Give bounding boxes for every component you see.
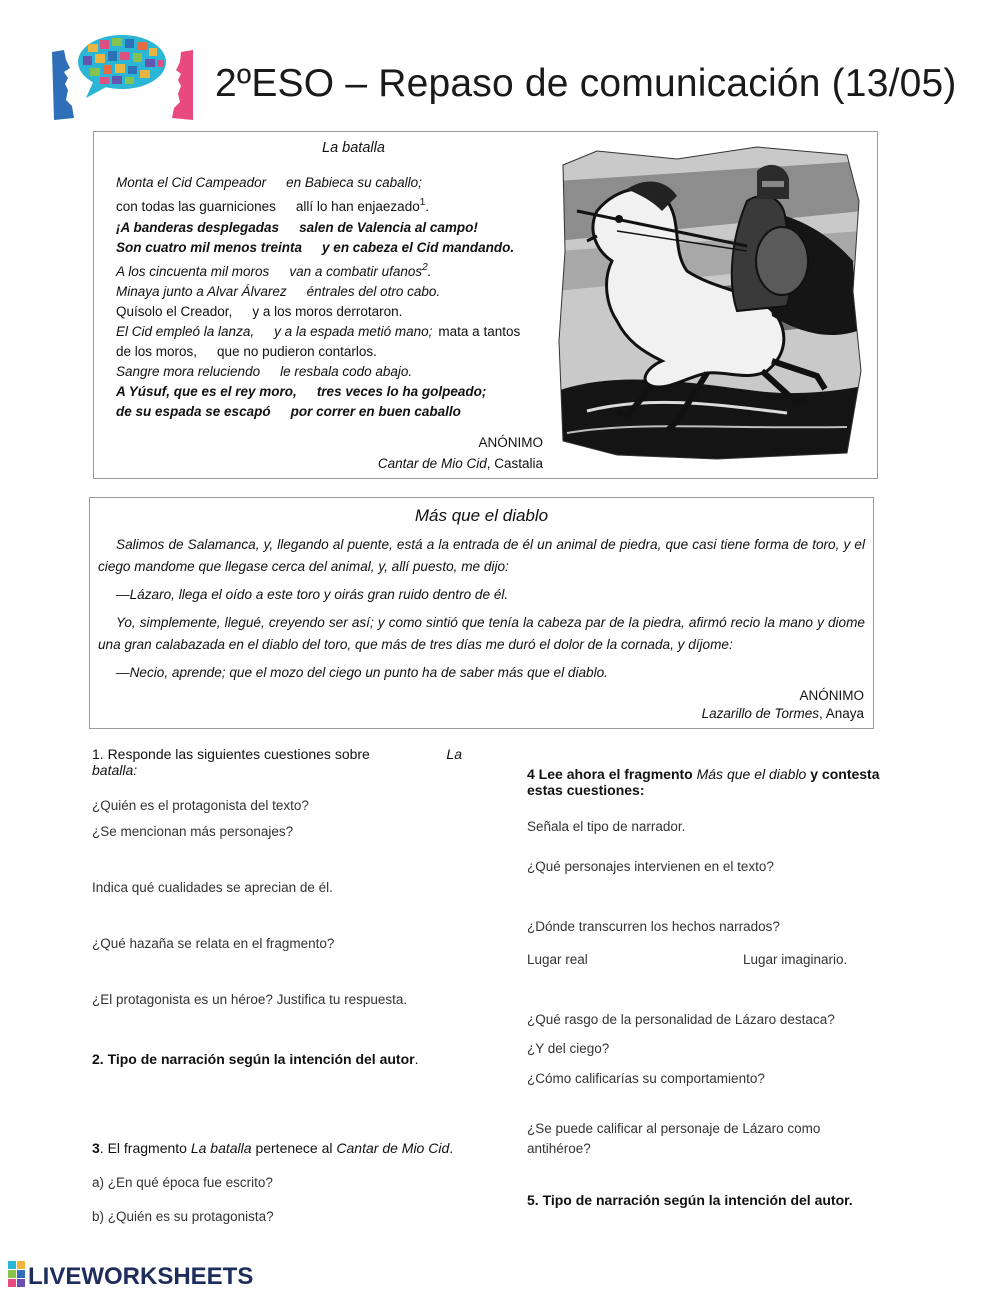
lazarillo-paragraph: Salimos de Salamanca, y, llegando al puente, está a la entrada de él un animal de piedra, que casi tiene forma de toro, y el ciego mandome que llegase cerca del animal, y, allí puesto, me dijo: xyxy=(98,537,865,574)
option-imaginary-place: Lugar imaginario. xyxy=(743,952,848,967)
option-real-place: Lugar real xyxy=(527,952,588,967)
liveworksheets-logo xyxy=(8,1259,278,1289)
lazarillo-author: ANÓNIMO xyxy=(799,688,864,703)
question-1-heading: 1. Responde las siguientes cuestiones sobre La batalla: xyxy=(92,746,462,778)
poem-box xyxy=(93,131,878,479)
brand-text: LIVEWORKSHEETS xyxy=(28,1263,254,1289)
poem-author: ANÓNIMO xyxy=(478,435,543,450)
question-item: ¿Qué hazaña se relata en el fragmento? xyxy=(92,936,335,951)
poem-line: con todas las guarniciones allí lo han enjaezado$^1$. xyxy=(116,197,430,214)
question-item: ¿Quién es el protagonista del texto? xyxy=(92,798,309,813)
question-item: ¿El protagonista es un héroe? Justifica tu respuesta. xyxy=(92,992,408,1007)
lazarillo-paragraph: Yo, simplemente, llegué, creyendo ser así; y como sintió que tenía la cabeza par de la piedra, afirmó recio la mano y diome una gran calabazada en el diablo del toro, que más de tres días me duró el dolor de la cornada, y díjome: xyxy=(98,615,865,652)
poem-line: El Cid empleó la lanza, y a la espada metió mano; mata a tantos xyxy=(116,324,521,339)
question-item: ¿Se mencionan más personajes? xyxy=(92,824,294,839)
question-item: a) ¿En qué época fue escrito? xyxy=(92,1175,273,1190)
page-title: 2ºESO – Repaso de comunicación (13/05) xyxy=(215,62,957,105)
lazarillo-box xyxy=(89,497,874,729)
question-4-heading: 4 Lee ahora el fragmento Más que el diablo y contesta estas cuestiones: xyxy=(527,766,880,798)
poem-line: A los cincuenta mil moros van a combatir ufanos$^2$. xyxy=(116,262,432,279)
poem-source: Cantar de Mio Cid, Castalia xyxy=(377,456,543,471)
question-item: Señala el tipo de narrador. xyxy=(527,819,686,834)
question-item: ¿Se puede calificar al personaje de Lázaro como xyxy=(527,1121,821,1136)
question-item: antihéroe? xyxy=(527,1141,591,1156)
poem-line: Quísolo el Creador, y a los moros derrotaron. xyxy=(116,304,403,319)
poem-line: Son cuatro mil menos treinta y en cabeza el Cid mandando. xyxy=(116,240,515,255)
question-2-heading: 2. Tipo de narración según la intención del autor. xyxy=(92,1051,419,1067)
poem-line: ¡A banderas desplegadas salen de Valencia al campo! xyxy=(116,220,478,235)
question-item: ¿Qué rasgo de la personalidad de Lázaro destaca? xyxy=(527,1012,835,1027)
lazarillo-title: Más que el diablo xyxy=(414,506,549,525)
question-item: ¿Dónde transcurren los hechos narrados? xyxy=(527,919,780,934)
lazarillo-paragraph: —Lázaro, llega el oído a este toro y oirás gran ruido dentro de él. xyxy=(116,587,509,602)
poem-line: de los moros, que no pudieron contarlos. xyxy=(116,344,377,359)
question-item: b) ¿Quién es su protagonista? xyxy=(92,1209,274,1224)
poem-line: Monta el Cid Campeador en Babieca su caballo; xyxy=(116,175,422,190)
poem-line: A Yúsuf, que es el rey moro, tres veces lo ha golpeado; xyxy=(116,384,487,399)
question-3-heading: 3. El fragmento La batalla pertenece al Cantar de Mio Cid. xyxy=(92,1140,454,1156)
question-item: ¿Qué personajes intervienen en el texto? xyxy=(527,859,774,874)
poem-line: de su espada se escapó por correr en buen caballo xyxy=(116,404,461,419)
poem-line: Minaya junto a Alvar Álvarez éntrales del otro cabo. xyxy=(116,284,441,299)
question-item: Indica qué cualidades se aprecian de él. xyxy=(92,880,333,895)
question-5-heading: 5. Tipo de narración según la intención del autor. xyxy=(527,1192,853,1208)
poem-line: Sangre mora reluciendo le resbala codo abajo. xyxy=(116,364,413,379)
question-item: ¿Cómo calificarías su comportamiento? xyxy=(527,1071,765,1086)
cid-illustration xyxy=(557,141,863,461)
poem-title: La batalla xyxy=(322,140,385,156)
school-logo xyxy=(50,30,195,122)
lazarillo-source: Lazarillo de Tormes, Anaya xyxy=(701,706,864,721)
lazarillo-paragraph: —Necio, aprende; que el mozo del ciego un punto ha de saber más que el diablo. xyxy=(116,665,608,680)
question-item: ¿Y del ciego? xyxy=(527,1041,610,1056)
